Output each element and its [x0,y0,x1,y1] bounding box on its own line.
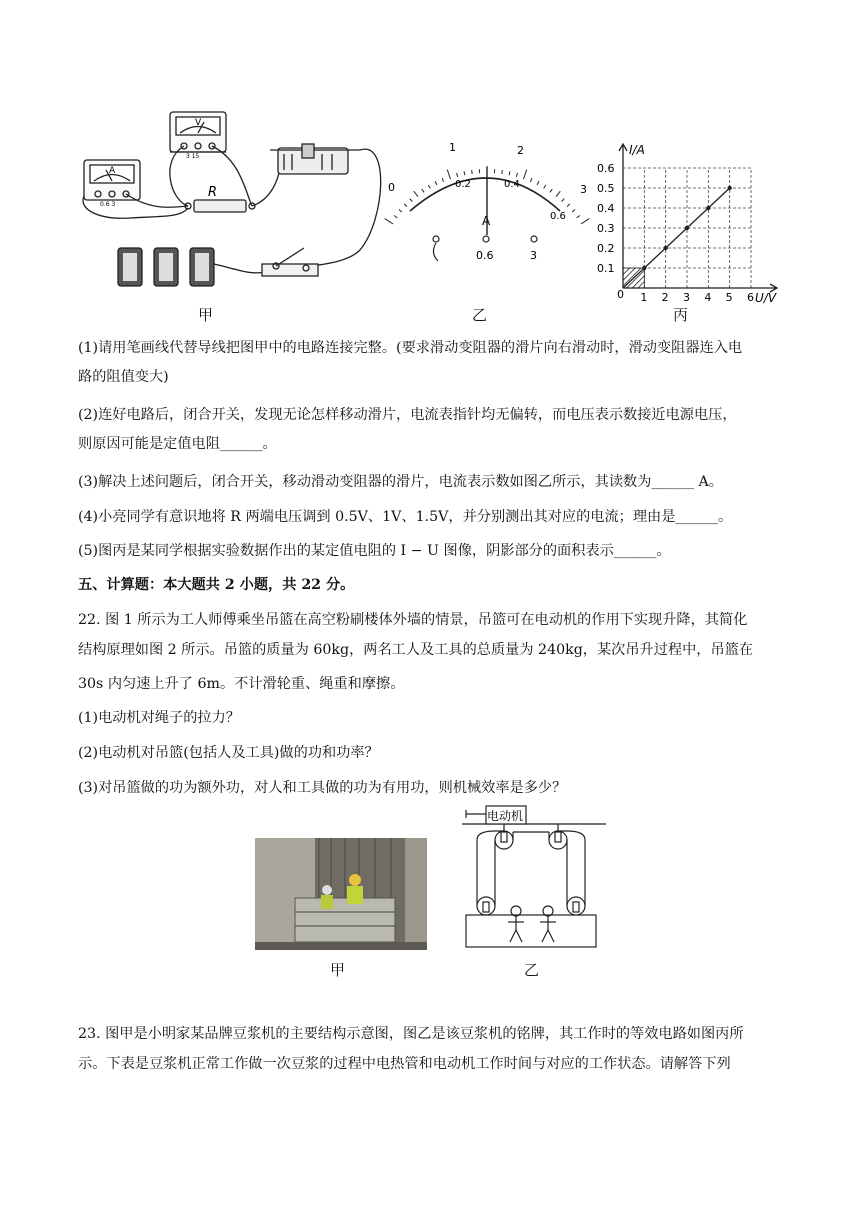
figure-jia-caption: 甲 [198,306,214,324]
dial-tick [572,210,575,213]
diagram-yi-caption: 乙 [524,961,540,979]
graph-origin: 0 [617,288,624,301]
dial-tick [530,178,532,182]
x-tick-label: 1 [640,291,648,304]
q22-line: (3)对吊篮做的功为额外功，对人和工具做的功为有用功，则机械效率是多少？ [78,780,567,796]
figure-bing-caption: 丙 [673,306,689,324]
dial-top-tick-label: 0 [388,181,395,194]
q21-line: 则原因可能是定值电阻______。 [78,436,277,452]
y-tick-label: 0.4 [597,202,615,215]
gondola-photo [255,838,427,950]
data-point [727,186,731,190]
terminal-icon [483,236,489,242]
terminal-label: 0.6 [476,249,494,262]
graph-ylabel: I/A [629,143,645,157]
pulley-diagram [458,802,608,952]
terminal-icon [433,236,439,242]
q22-line: 30s 内匀速上升了 6m。不计滑轮重、绳重和摩擦。 [78,676,405,692]
q21-line: (4)小亮同学有意识地将 R 两端电压调到 0.5V、1V、1.5V，并分别测出其对应的电流；理由是______。 [78,509,733,525]
circuit-figure-jia [70,100,400,300]
dial-bottom-tick-label: 0.6 [550,211,566,222]
data-point [685,226,689,230]
dial-tick [562,199,565,202]
dial-tick [577,216,580,218]
dial-tick [544,185,546,188]
q22-line: 22. 图 1 所示为工人师傅乘坐吊篮在高空粉刷楼体外墙的情景，吊篮可在电动机的作用下实现升降，其简化 [78,612,748,628]
terminal-icon [531,236,537,242]
voltmeter-terminals: 3 15 [186,153,200,160]
q21-line: (1)请用笔画线代替导线把图甲中的电路连接完整。(要求滑动变阻器的滑片向右滑动时，滑动变阻器连入电 [78,340,743,356]
dial-tick [472,170,473,174]
x-tick-label: 2 [661,291,669,304]
voltmeter-letter: V [195,118,202,128]
dial-tick [523,170,526,179]
q22-line: (1)电动机对绳子的拉力？ [78,710,240,726]
y-tick-label: 0.5 [597,182,615,195]
dial-tick [404,204,407,207]
q23-line: 23. 图甲是小明家某品牌豆浆机的主要结构示意图，图乙是该豆浆机的铭牌，其工作时的等效电路如图丙所 [78,1026,744,1042]
switch-icon [262,264,318,276]
x-tick-label: 4 [704,291,712,304]
ammeter-letter: A [109,166,116,176]
q21-line: (3)解决上述问题后，闭合开关，移动滑动变阻器的滑片，电流表示数如图乙所示，其读数为______ A。 [78,474,723,490]
ammeter-terminals: 0.6 3 [100,201,116,208]
dial-tick [399,210,402,213]
dial-unit: A [482,214,491,228]
q21-line: (2)连好电路后，闭合开关，发现无论怎样移动滑片，电流表指针均无偏转，而电压表示数接近电源电压， [78,407,737,423]
data-point [663,246,667,250]
q22-line: (2)电动机对吊篮(包括人及工具)做的功和功率？ [78,745,379,761]
section-heading: 五、计算题：本大题共 2 小题，共 22 分。 [78,577,355,593]
x-tick-label: 3 [683,291,690,304]
dial-tick [447,170,450,179]
ammeter-dial-figure-yi [380,135,595,270]
data-point [706,206,710,210]
dial-tick [394,216,397,218]
dial-tick [550,189,552,192]
dial-tick [567,204,570,207]
data-line [623,188,730,288]
y-tick-label: 0.1 [597,262,615,275]
figure-yi-caption: 乙 [472,306,488,324]
q21-line: (5)图丙是某同学根据实验数据作出的某定值电阻的 I − U 图像，阴影部分的面积表示______。 [78,543,671,559]
dial-tick [435,181,437,185]
q23-line: 示。下表是豆浆机正常工作做一次豆浆的过程中电热管和电动机工作时间与对应的工作状态。请解答下列 [78,1056,731,1072]
dial-tick [464,171,465,175]
y-tick-label: 0.6 [597,162,615,175]
dial-tick [516,173,517,177]
dial-tick [385,219,393,224]
graph-xlabel: U/V [755,291,777,305]
dial-tick [537,181,539,185]
y-tick-label: 0.2 [597,242,615,255]
dial-tick [457,173,458,177]
dial-tick [422,189,424,192]
q22-line: 结构原理如图 2 所示。吊篮的质量为 60kg，两名工人及工具的总质量为 240kg，某次吊升过程中，吊篮在 [78,642,754,658]
dial-tick [428,185,430,188]
dial-top-tick-label: 2 [517,144,524,157]
iu-graph-figure-bing [595,138,785,308]
dial-top-tick-label: 1 [449,141,456,154]
resistor-label: R [208,185,218,200]
terminal-label: 3 [530,249,537,262]
dial-tick [502,170,503,174]
dial-tick [556,191,560,197]
y-tick-label: 0.3 [597,222,615,235]
dial-top-tick-label: 3 [580,183,587,196]
motor-label: 电动机 [487,809,524,823]
dial-bottom-tick-label: 0.4 [504,179,520,190]
photo-jia-caption: 甲 [330,961,346,979]
data-point [642,266,646,270]
q21-line: 路的阻值变大) [78,369,169,385]
dial-tick [442,178,444,182]
dial-tick [581,219,589,224]
dial-bottom-tick-label: 0.2 [455,179,471,190]
y-axis [619,144,627,288]
resistor-icon [194,200,246,212]
dial-tick [414,191,418,197]
x-tick-label: 5 [725,291,733,304]
x-tick-label: 6 [747,291,754,304]
dial-tick [509,171,510,175]
dial-tick [410,199,413,202]
